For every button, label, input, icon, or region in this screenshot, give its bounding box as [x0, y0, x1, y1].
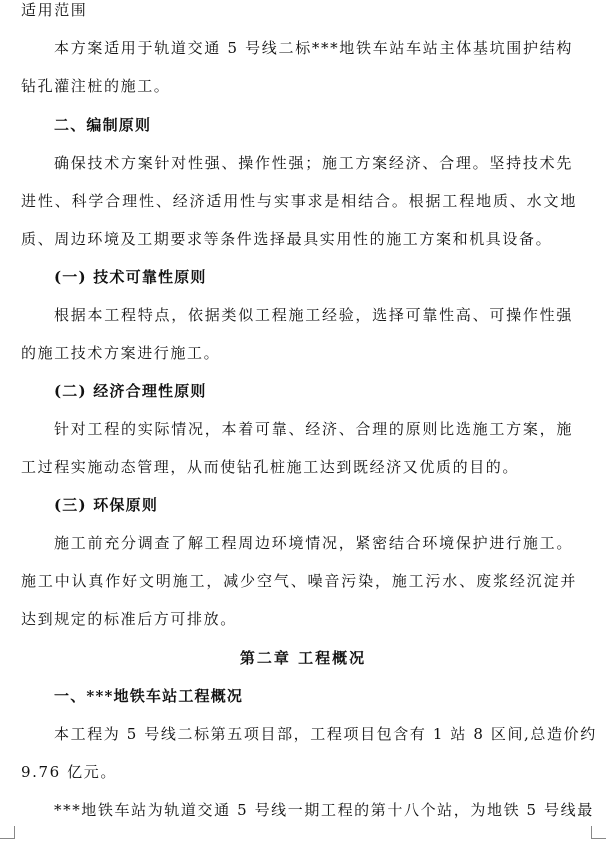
heading-station-overview: 一、***地铁车站工程概况: [54, 687, 244, 705]
paragraph-station-line-1: ***地铁车站为轨道交通 5 号线一期工程的第十八个站，为地铁 5 号线最: [54, 801, 594, 819]
paragraph-principles-line-2: 进性、科学合理性、经济适用性与实事求是相结合。根据工程地质、水文地: [21, 192, 577, 210]
paragraph-scope-line-2: 钻孔灌注桩的施工。: [21, 77, 171, 95]
heading-environmental: (三) 环保原则: [54, 496, 159, 514]
heading-technical-reliability: (一) 技术可靠性原则: [54, 268, 207, 286]
paragraph-environmental-line-1: 施工前充分调查了解工程周边环境情况，紧密结合环境保护进行施工。: [54, 534, 573, 552]
chapter-title: 第二章 工程概况: [239, 649, 367, 667]
paragraph-technical-line-1: 根据本工程特点，依据类似工程施工经验，选择可靠性高、可操作性强: [54, 306, 573, 324]
paragraph-principles-line-1: 确保技术方案针对性强、操作性强；施工方案经济、合理。坚持技术先: [54, 154, 573, 172]
paragraph-overview-line-1: 本工程为 5 号线二标第五项目部，工程项目包含有 1 站 8 区间,总造价约: [54, 725, 597, 743]
paragraph-technical-line-2: 的施工技术方案进行施工。: [21, 344, 221, 362]
page-corner-mark-left: [0, 826, 15, 839]
page-corner-mark-right: [591, 826, 606, 839]
paragraph-economic-line-2: 工过程实施动态管理，从而使钻孔桩施工达到既经济又优质的目的。: [21, 458, 520, 476]
paragraph-economic-line-1: 针对工程的实际情况，本着可靠、经济、合理的原则比选施工方案，施: [54, 420, 573, 438]
heading-principles: 二、编制原则: [54, 116, 152, 134]
paragraph-overview-line-2: 9.76 亿元。: [21, 763, 117, 781]
paragraph-environmental-line-3: 达到规定的标准后方可排放。: [21, 610, 237, 628]
section-title-scope: 适用范围: [21, 1, 88, 19]
heading-economic-rationality: (二) 经济合理性原则: [54, 382, 207, 400]
paragraph-principles-line-3: 质、周边环境及工期要求等条件选择最具实用性的施工方案和机具设备。: [21, 230, 553, 248]
paragraph-scope-line-1: 本方案适用于轨道交通 5 号线二标***地铁车站车站主体基坑围护结构: [54, 39, 573, 57]
paragraph-environmental-line-2: 施工中认真作好文明施工，减少空气、噪音污染，施工污水、废浆经沉淀并: [21, 572, 577, 590]
